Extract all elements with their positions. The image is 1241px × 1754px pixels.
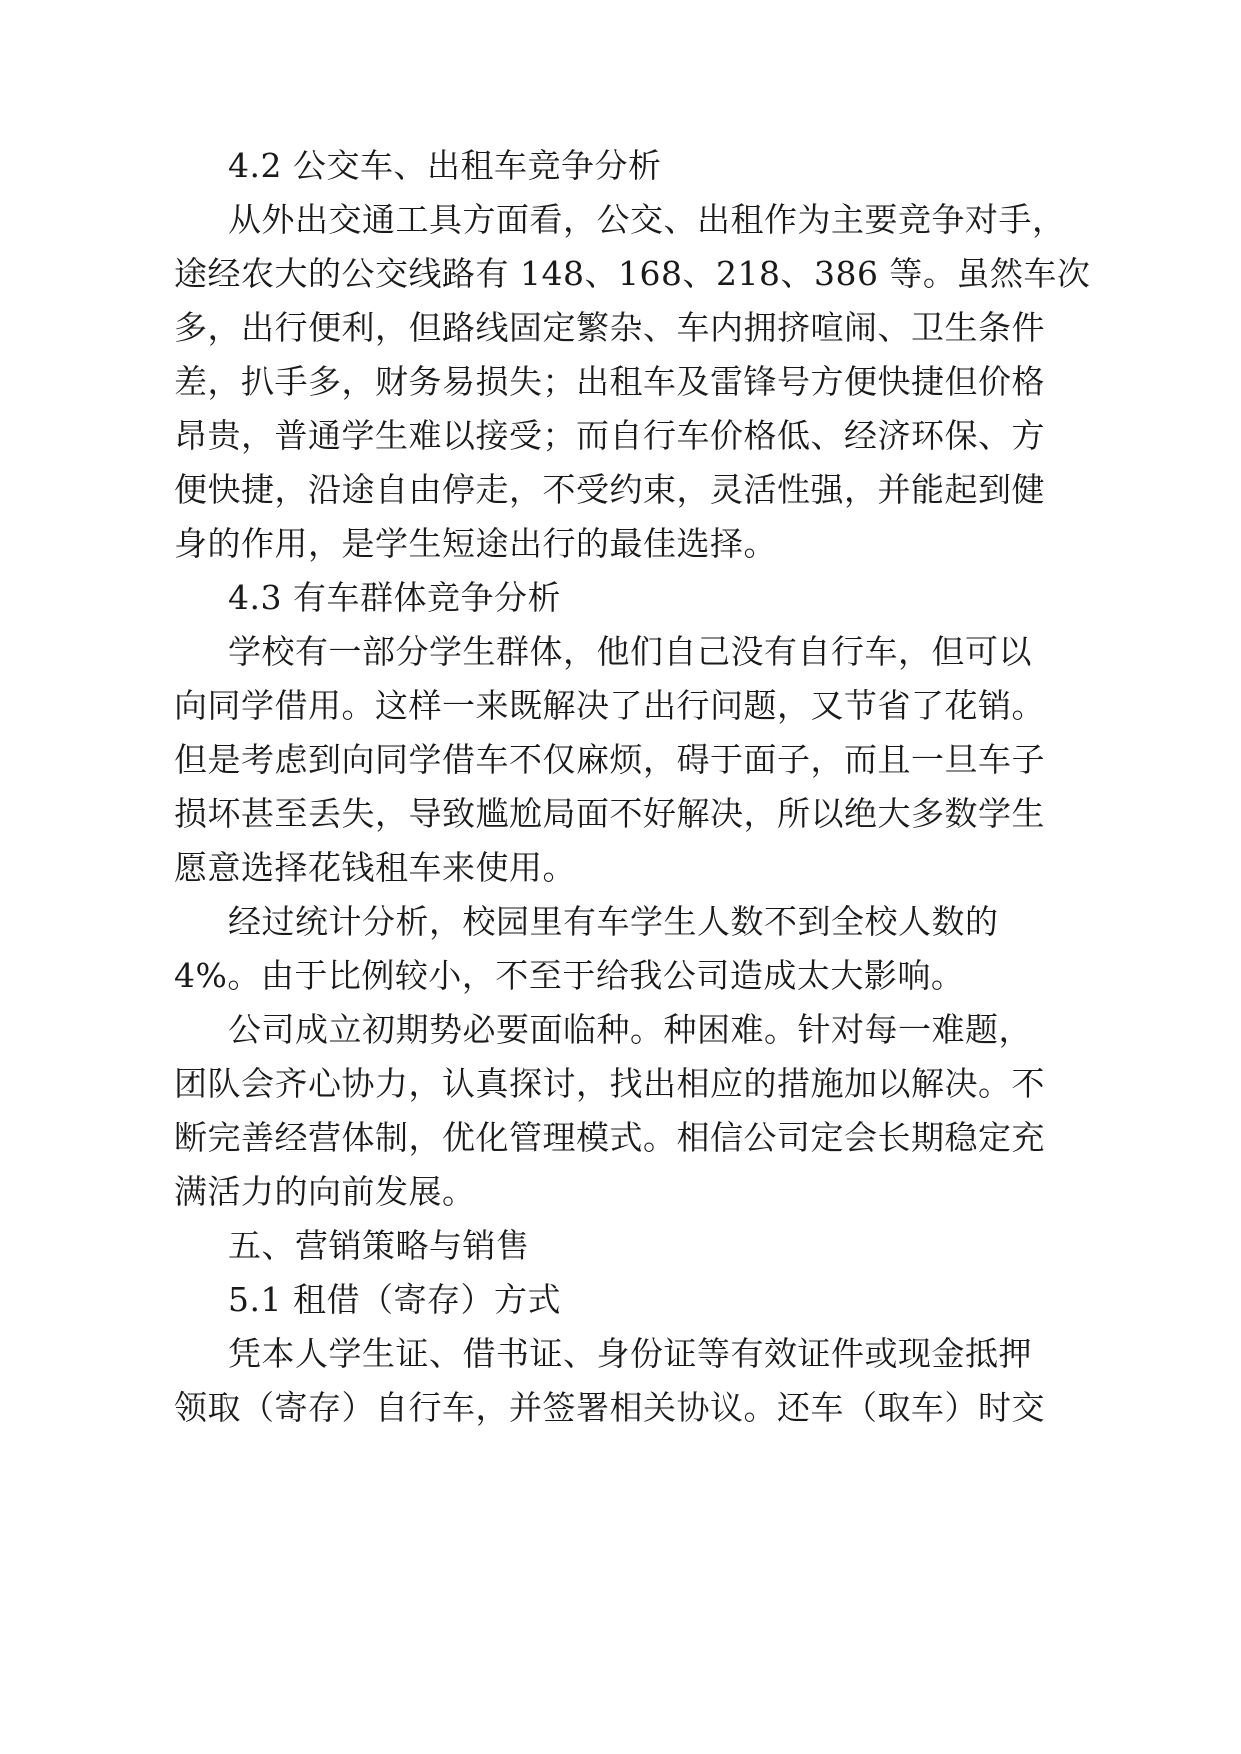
paragraph-line: 断完善经营体制，优化管理模式。相信公司定会长期稳定充 [174, 1118, 1045, 1157]
heading-section-5: 五、营销策略与销售 [228, 1226, 530, 1265]
heading-4-2: 4.2 公交车、出租车竞争分析 [228, 146, 662, 185]
paragraph-line: 向同学借用。这样一来既解决了出行问题，又节省了花销。 [174, 686, 1045, 725]
paragraph-line: 经过统计分析，校园里有车学生人数不到全校人数的 [228, 902, 999, 941]
heading-5-1: 5.1 租借（寄存）方式 [228, 1280, 561, 1319]
paragraph-line: 便快捷，沿途自由停走，不受约束，灵活性强，并能起到健 [174, 470, 1045, 509]
paragraph-line: 但是考虑到向同学借车不仅麻烦，碍于面子，而且一旦车子 [174, 740, 1045, 779]
paragraph-line: 凭本人学生证、借书证、身份证等有效证件或现金抵押 [228, 1334, 1032, 1373]
paragraph-line: 满活力的向前发展。 [174, 1172, 476, 1211]
paragraph-line: 团队会齐心协力，认真探讨，找出相应的措施加以解决。不 [174, 1064, 1045, 1103]
paragraph-line: 差，扒手多，财务易损失；出租车及雷锋号方便快捷但价格 [174, 362, 1045, 401]
paragraph-line: 领取（寄存）自行车，并签署相关协议。还车（取车）时交 [174, 1388, 1045, 1427]
paragraph-line: 途经农大的公交线路有 148、168、218、386 等。虽然车次 [174, 254, 1091, 293]
paragraph-line: 学校有一部分学生群体，他们自己没有自行车，但可以 [228, 632, 1032, 671]
paragraph-line: 愿意选择花钱租车来使用。 [174, 848, 576, 887]
paragraph-line: 损坏甚至丢失，导致尴尬局面不好解决，所以绝大多数学生 [174, 794, 1045, 833]
paragraph-line: 公司成立初期势必要面临种。种困难。针对每一难题， [228, 1010, 1032, 1049]
paragraph-line: 身的作用，是学生短途出行的最佳选择。 [174, 524, 777, 563]
paragraph-line: 昂贵，普通学生难以接受；而自行车价格低、经济环保、方 [174, 416, 1045, 455]
paragraph-line: 多，出行便利，但路线固定繁杂、车内拥挤喧闹、卫生条件 [174, 308, 1045, 347]
paragraph-line: 从外出交通工具方面看，公交、出租作为主要竞争对手， [228, 200, 1066, 239]
heading-4-3: 4.3 有车群体竞争分析 [228, 578, 561, 617]
paragraph-line: 4%。由于比例较小，不至于给我公司造成太大影响。 [174, 956, 965, 995]
